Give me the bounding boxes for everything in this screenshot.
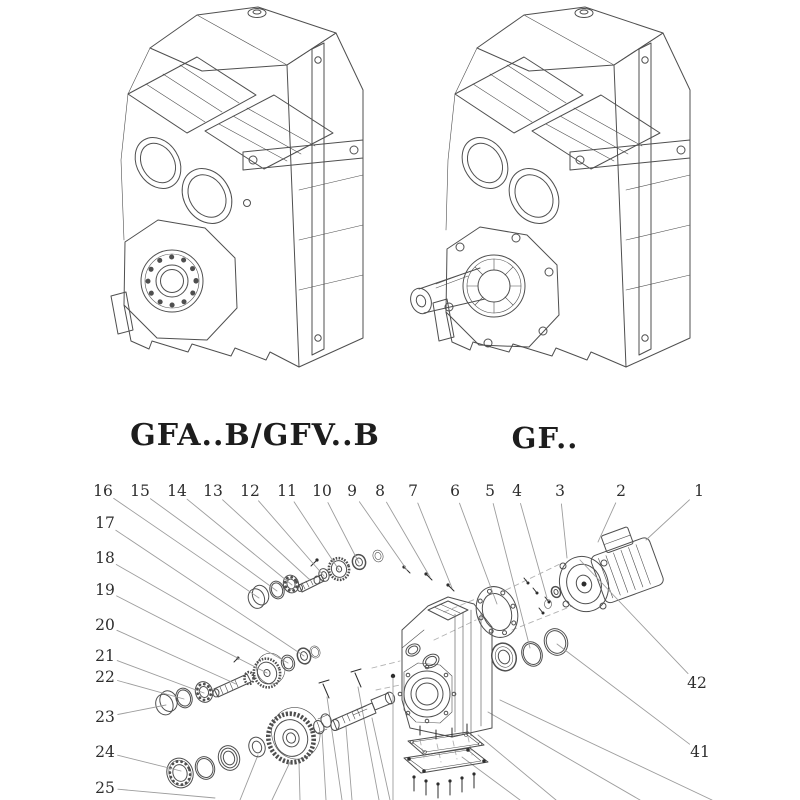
callout-number-7: 7 <box>408 482 418 500</box>
callout-number-4: 4 <box>512 482 522 500</box>
callout-leader-line-25 <box>118 789 215 798</box>
hollow-shaft-bearing <box>124 220 237 340</box>
callout-number-1: 1 <box>694 482 704 500</box>
callout-number-9: 9 <box>347 482 357 500</box>
callout-leader-line-24 <box>118 755 181 771</box>
callout-number-12: 12 <box>240 482 260 500</box>
exploded-parts-diagram <box>152 521 712 800</box>
callout-number-21: 21 <box>95 647 115 665</box>
part-motor-unit <box>552 521 665 618</box>
callout-number-6: 6 <box>450 482 460 500</box>
callout-leader-line-18 <box>116 565 288 664</box>
callout-number-17: 17 <box>95 514 115 532</box>
figure-gf-drawing <box>407 7 690 367</box>
callout-leader-line-23 <box>118 705 166 715</box>
callout-leader-line-7 <box>418 503 452 588</box>
circlip <box>192 754 217 782</box>
output-shaft <box>331 691 396 731</box>
callout-leader-line-22 <box>118 681 185 700</box>
callout-number-3: 3 <box>555 482 565 500</box>
callout-leader-line-21 <box>117 661 204 693</box>
part-intermediate-shaft-assembly <box>152 645 321 718</box>
output-gear <box>261 701 327 768</box>
bearing <box>488 640 520 675</box>
callout-number-42: 42 <box>687 674 707 692</box>
callout-number-41: 41 <box>690 743 710 761</box>
callout-leader-line-12 <box>259 501 325 576</box>
callout-leader-line-42 <box>580 560 688 674</box>
callout-number-10: 10 <box>312 482 332 500</box>
callout-number-20: 20 <box>95 616 115 634</box>
callout-number-11: 11 <box>277 482 297 500</box>
callout-number-5: 5 <box>485 482 495 500</box>
callout-leader-line-1 <box>646 500 690 540</box>
callout-number-15: 15 <box>130 482 150 500</box>
callout-leader-line-5 <box>493 504 530 648</box>
flange-cover <box>469 581 524 644</box>
callout-leader-line-6 <box>460 503 498 604</box>
circlip <box>518 639 545 669</box>
callout-leader-line-3 <box>561 504 567 558</box>
callout-leader-line-10 <box>328 503 359 563</box>
part-input-shaft-assembly <box>245 549 385 611</box>
callout-number-18: 18 <box>95 549 115 567</box>
gear-bore-1 <box>453 129 517 197</box>
callout-leader-line-14 <box>187 499 292 585</box>
gear-bore-2 <box>172 159 242 233</box>
part-cover-and-seals <box>469 578 571 674</box>
callout-number-22: 22 <box>95 668 115 686</box>
oil-seal <box>215 743 243 773</box>
callout-leader-line-2 <box>598 503 616 542</box>
cut-leader-lines <box>240 687 712 800</box>
flange-bolt-holes <box>398 665 456 723</box>
callout-leader-line-4 <box>521 504 548 599</box>
shaft-bolts <box>319 669 361 698</box>
part-output-shaft-assembly <box>163 669 396 791</box>
intermediate-gear <box>249 650 290 691</box>
callout-number-8: 8 <box>375 482 385 500</box>
callout-number-13: 13 <box>203 482 223 500</box>
callout-number-24: 24 <box>95 743 115 761</box>
caption-gf: GF.. <box>511 421 579 455</box>
callout-leader-line-15 <box>151 499 278 591</box>
callout-number-16: 16 <box>93 482 113 500</box>
callout-leader-line-9 <box>359 502 407 570</box>
callout-leader-line-8 <box>387 502 431 577</box>
caption-gfa-gfv: GFA..B/GFV..B <box>130 418 380 453</box>
input-gear <box>326 555 352 582</box>
callout-leader-line-13 <box>223 500 310 580</box>
callout-number-14: 14 <box>167 482 187 500</box>
motor-flange <box>552 549 616 618</box>
part-base-plates-and-bolts <box>404 724 488 798</box>
housing-top-fasteners <box>402 565 454 591</box>
callout-number-2: 2 <box>616 482 626 500</box>
callout-number-19: 19 <box>95 581 115 599</box>
ball-bearing <box>163 755 197 792</box>
callout-leader-line-20 <box>117 630 236 684</box>
gear-bore-1 <box>126 129 190 197</box>
o-ring <box>541 625 572 658</box>
callout-number-25: 25 <box>95 779 115 797</box>
figure-gfa-gfv-drawing <box>111 7 363 367</box>
gear-bore-2 <box>499 159 569 233</box>
callout-leader-line-41 <box>557 644 690 744</box>
callout-number-23: 23 <box>95 708 115 726</box>
output-flange-face <box>445 227 559 347</box>
